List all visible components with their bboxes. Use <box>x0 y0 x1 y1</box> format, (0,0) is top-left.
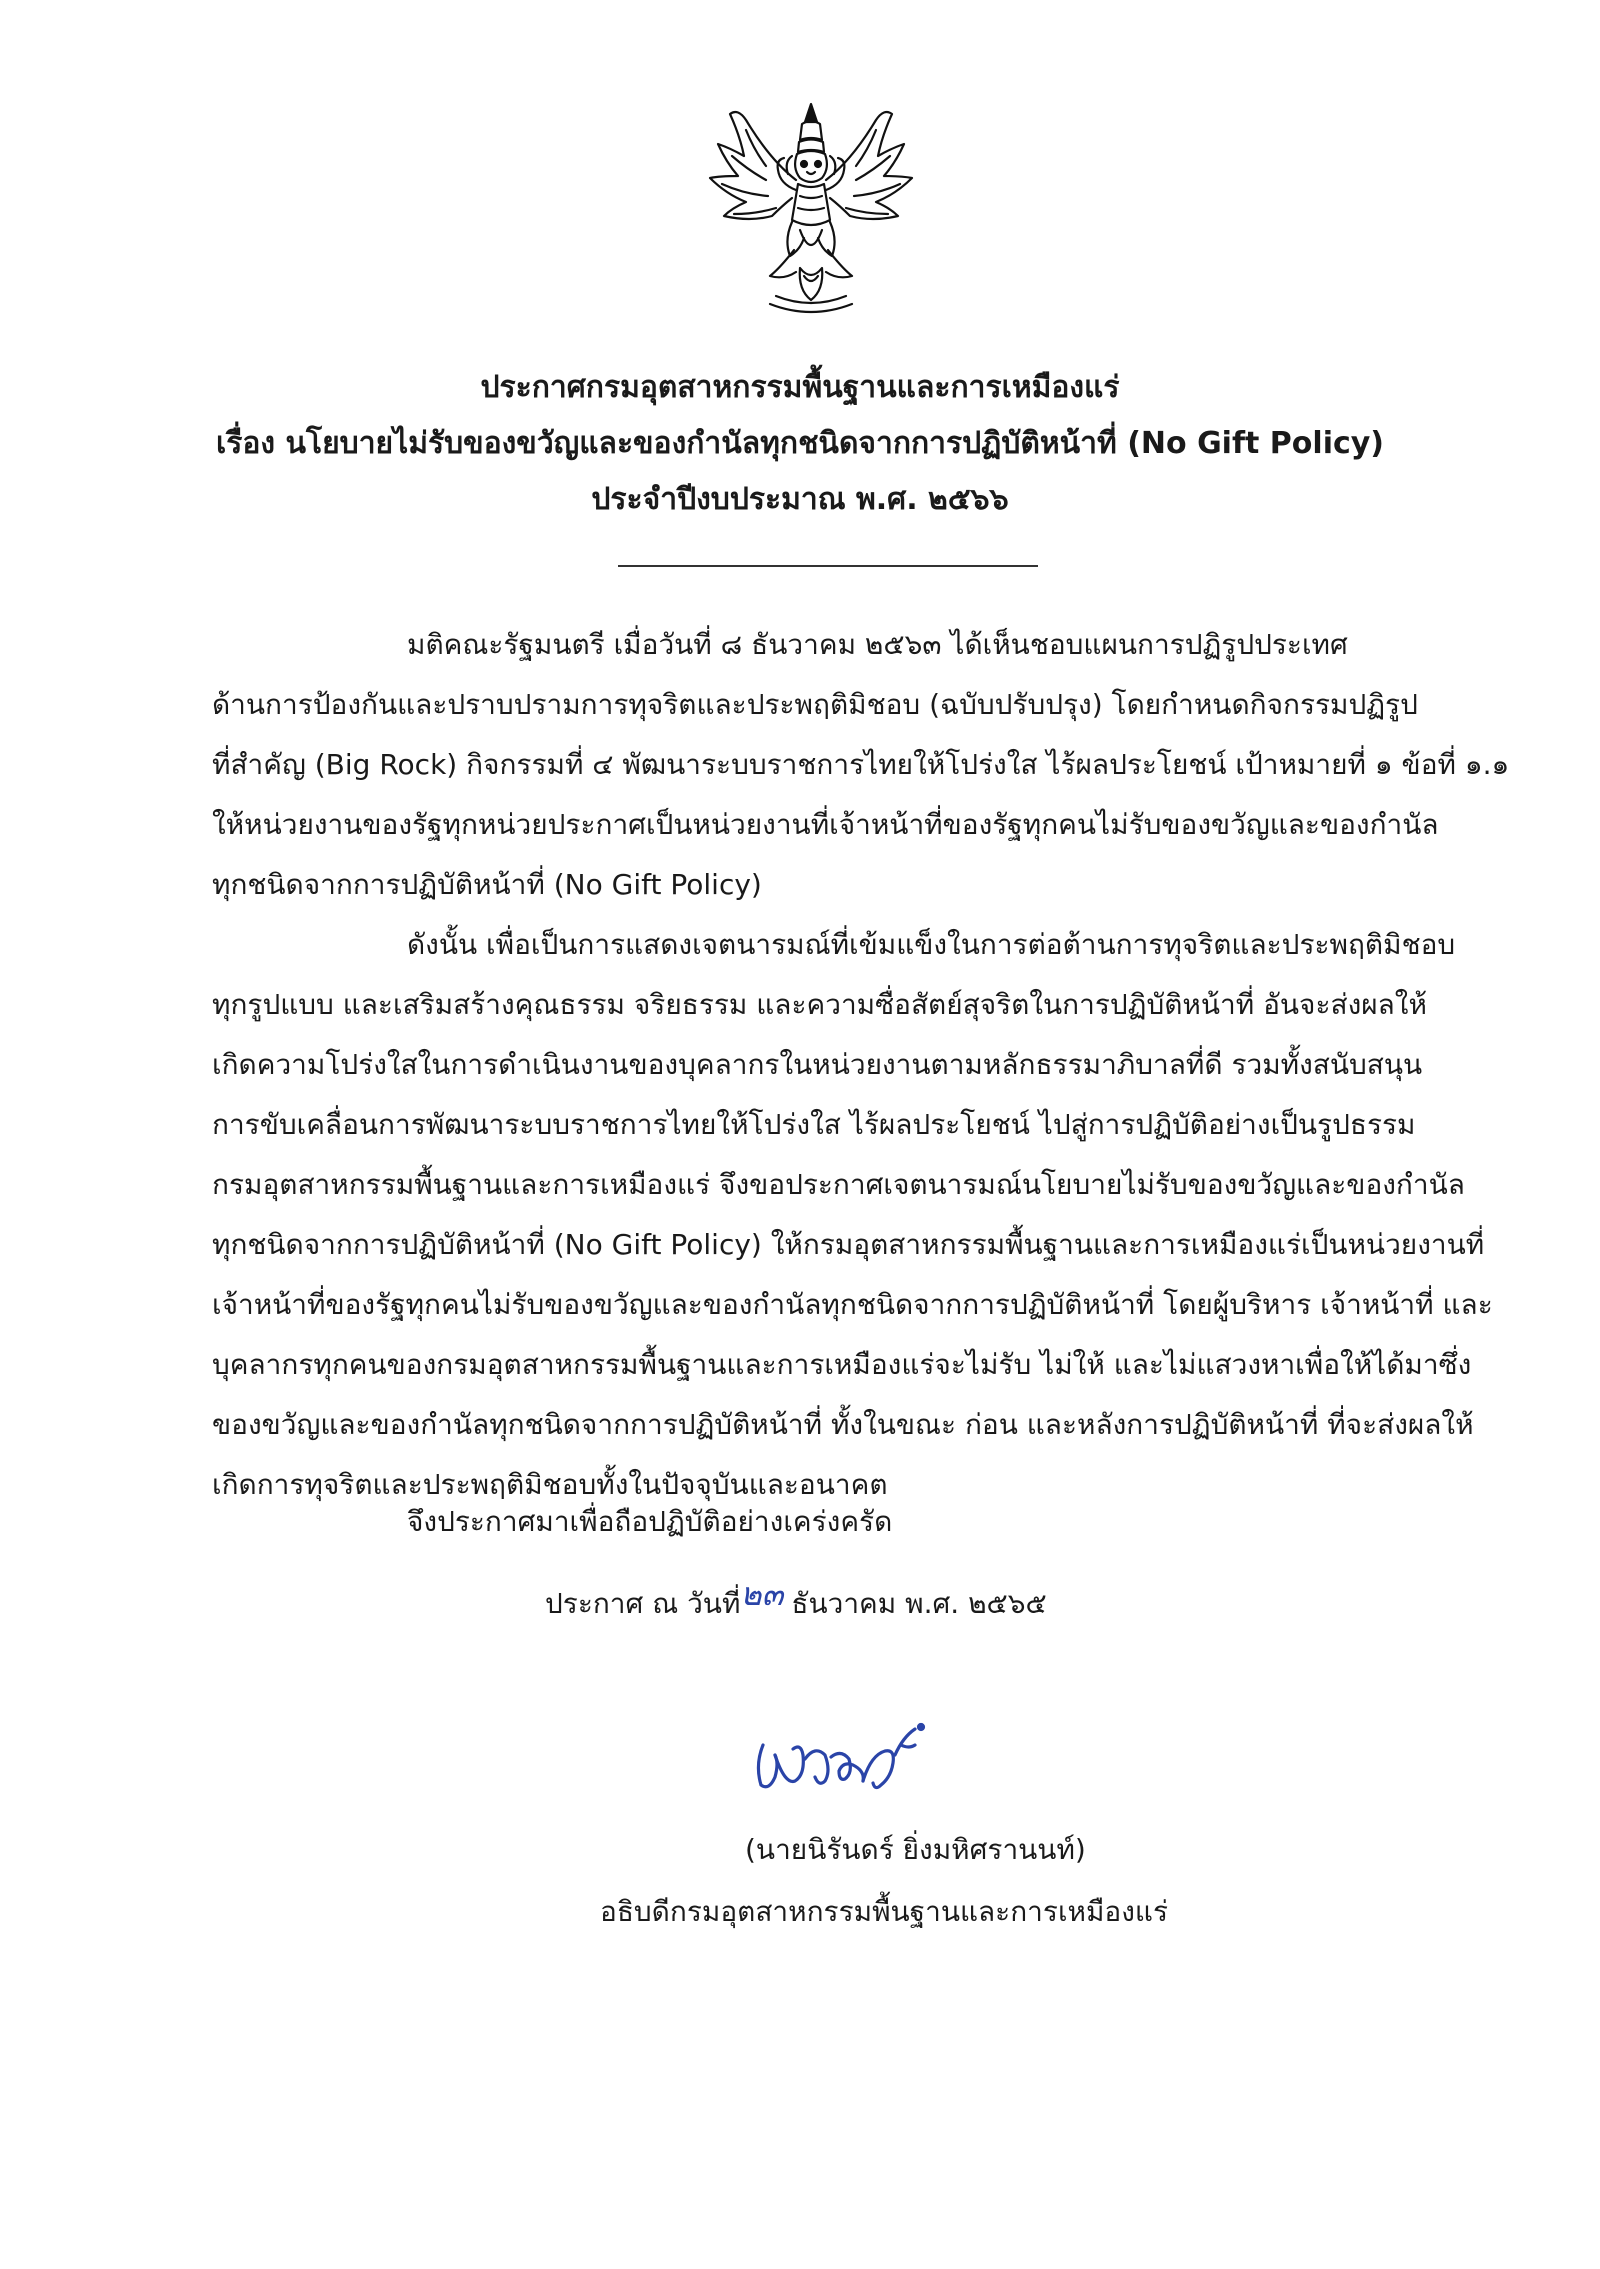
heading-line-3: ประจำปีงบประมาณ พ.ศ. ๒๕๖๖ <box>591 482 1009 517</box>
heading-line-1: ประกาศกรมอุตสาหกรรมพื้นฐานและการเหมืองแร่ <box>480 370 1120 405</box>
paragraph-2-line: การขับเคลื่อนการพัฒนาระบบราชการไทยให้โปร่งใส ไร้ผลประโยชน์ ไปสู่การปฏิบัติอย่างเป็นรูปธรรม <box>212 1108 1416 1141</box>
date-prefix: ประกาศ ณ วันที่ <box>545 1587 741 1620</box>
announcement-date <box>545 1577 1047 1629</box>
paragraph-2-line: ทุกชนิดจากการปฏิบัติหน้าที่ (No Gift Policy) ให้กรมอุตสาหกรรมพื้นฐานและการเหมืองแร่เป็นหน่วยงานที่ <box>212 1228 1485 1261</box>
announcement-heading <box>150 360 1450 528</box>
date-day-handwritten: ๒๓ <box>740 1575 784 1613</box>
garuda-emblem-icon <box>700 100 922 320</box>
paragraph-2-line: กรมอุตสาหกรรมพื้นฐานและการเหมืองแร่ จึงขอประกาศเจตนารมณ์นโยบายไม่รับของขวัญและของกำนัล <box>212 1168 1465 1201</box>
signer-name: (นายนิรันดร์ ยิ่งมหิศรานนท์) <box>745 1833 1086 1866</box>
signer-title: อธิบดีกรมอุตสาหกรรมพื้นฐานและการเหมืองแร่ <box>600 1895 1168 1928</box>
paragraph-2-line: ของขวัญและของกำนัลทุกชนิดจากการปฏิบัติหน้าที่ ทั้งในขณะ ก่อน และหลังการปฏิบัติหน้าที่ ที่จะส่งผลให้ <box>212 1408 1474 1441</box>
paragraph-1-line: ที่สำคัญ (Big Rock) กิจกรรมที่ ๔ พัฒนาระบบราชการไทยให้โปร่งใส ไร้ผลประโยชน์ เป้าหมายที่ ๑ ข้อที่ ๑.๑ <box>212 748 1510 781</box>
handwritten-signature <box>745 1715 945 1800</box>
announcement-body <box>212 615 1510 1515</box>
heading-line-2: เรื่อง นโยบายไม่รับของขวัญและของกำนัลทุกชนิดจากการปฏิบัติหน้าที่ (No Gift Policy) <box>215 426 1385 461</box>
paragraph-1-line: มติคณะรัฐมนตรี เมื่อวันที่ ๘ ธันวาคม ๒๕๖๓ ได้เห็นชอบแผนการปฏิรูปประเทศ <box>407 628 1348 661</box>
paragraph-2-line: ดังนั้น เพื่อเป็นการแสดงเจตนารมณ์ที่เข้มแข็งในการต่อต้านการทุจริตและประพฤติมิชอบ <box>407 928 1456 961</box>
paragraph-1-line: ทุกชนิดจากการปฏิบัติหน้าที่ (No Gift Policy) <box>212 868 762 901</box>
paragraph-2-line: เจ้าหน้าที่ของรัฐทุกคนไม่รับของขวัญและของกำนัลทุกชนิดจากการปฏิบัติหน้าที่ โดยผู้บริหาร เจ้าหน้าที่ และ <box>212 1288 1493 1321</box>
paragraph-1-line: ให้หน่วยงานของรัฐทุกหน่วยประกาศเป็นหน่วยงานที่เจ้าหน้าที่ของรัฐทุกคนไม่รับของขวัญและของกำนัล <box>212 808 1439 841</box>
closing-statement: จึงประกาศมาเพื่อถือปฏิบัติอย่างเคร่งครัด <box>407 1505 893 1538</box>
paragraph-2-line: เกิดการทุจริตและประพฤติมิชอบทั้งในปัจจุบันและอนาคต <box>212 1468 888 1501</box>
date-suffix: ธันวาคม พ.ศ. ๒๕๖๕ <box>791 1587 1047 1620</box>
heading-divider <box>618 565 1038 567</box>
paragraph-2-line: เกิดความโปร่งใสในการดำเนินงานของบุคลากรในหน่วยงานตามหลักธรรมาภิบาลที่ดี รวมทั้งสนับสนุน <box>212 1048 1423 1081</box>
paragraph-2-line: ทุกรูปแบบ และเสริมสร้างคุณธรรม จริยธรรม และความซื่อสัตย์สุจริตในการปฏิบัติหน้าที่ อันจะส่งผลให้ <box>212 988 1427 1021</box>
paragraph-2-line: บุคลากรทุกคนของกรมอุตสาหกรรมพื้นฐานและการเหมืองแร่จะไม่รับ ไม่ให้ และไม่แสวงหาเพื่อให้ได้มาซึ่ง <box>212 1348 1472 1381</box>
paragraph-1-line: ด้านการป้องกันและปราบปรามการทุจริตและประพฤติมิชอบ (ฉบับปรับปรุง) โดยกำหนดกิจกรรมปฏิรูป <box>212 688 1418 721</box>
